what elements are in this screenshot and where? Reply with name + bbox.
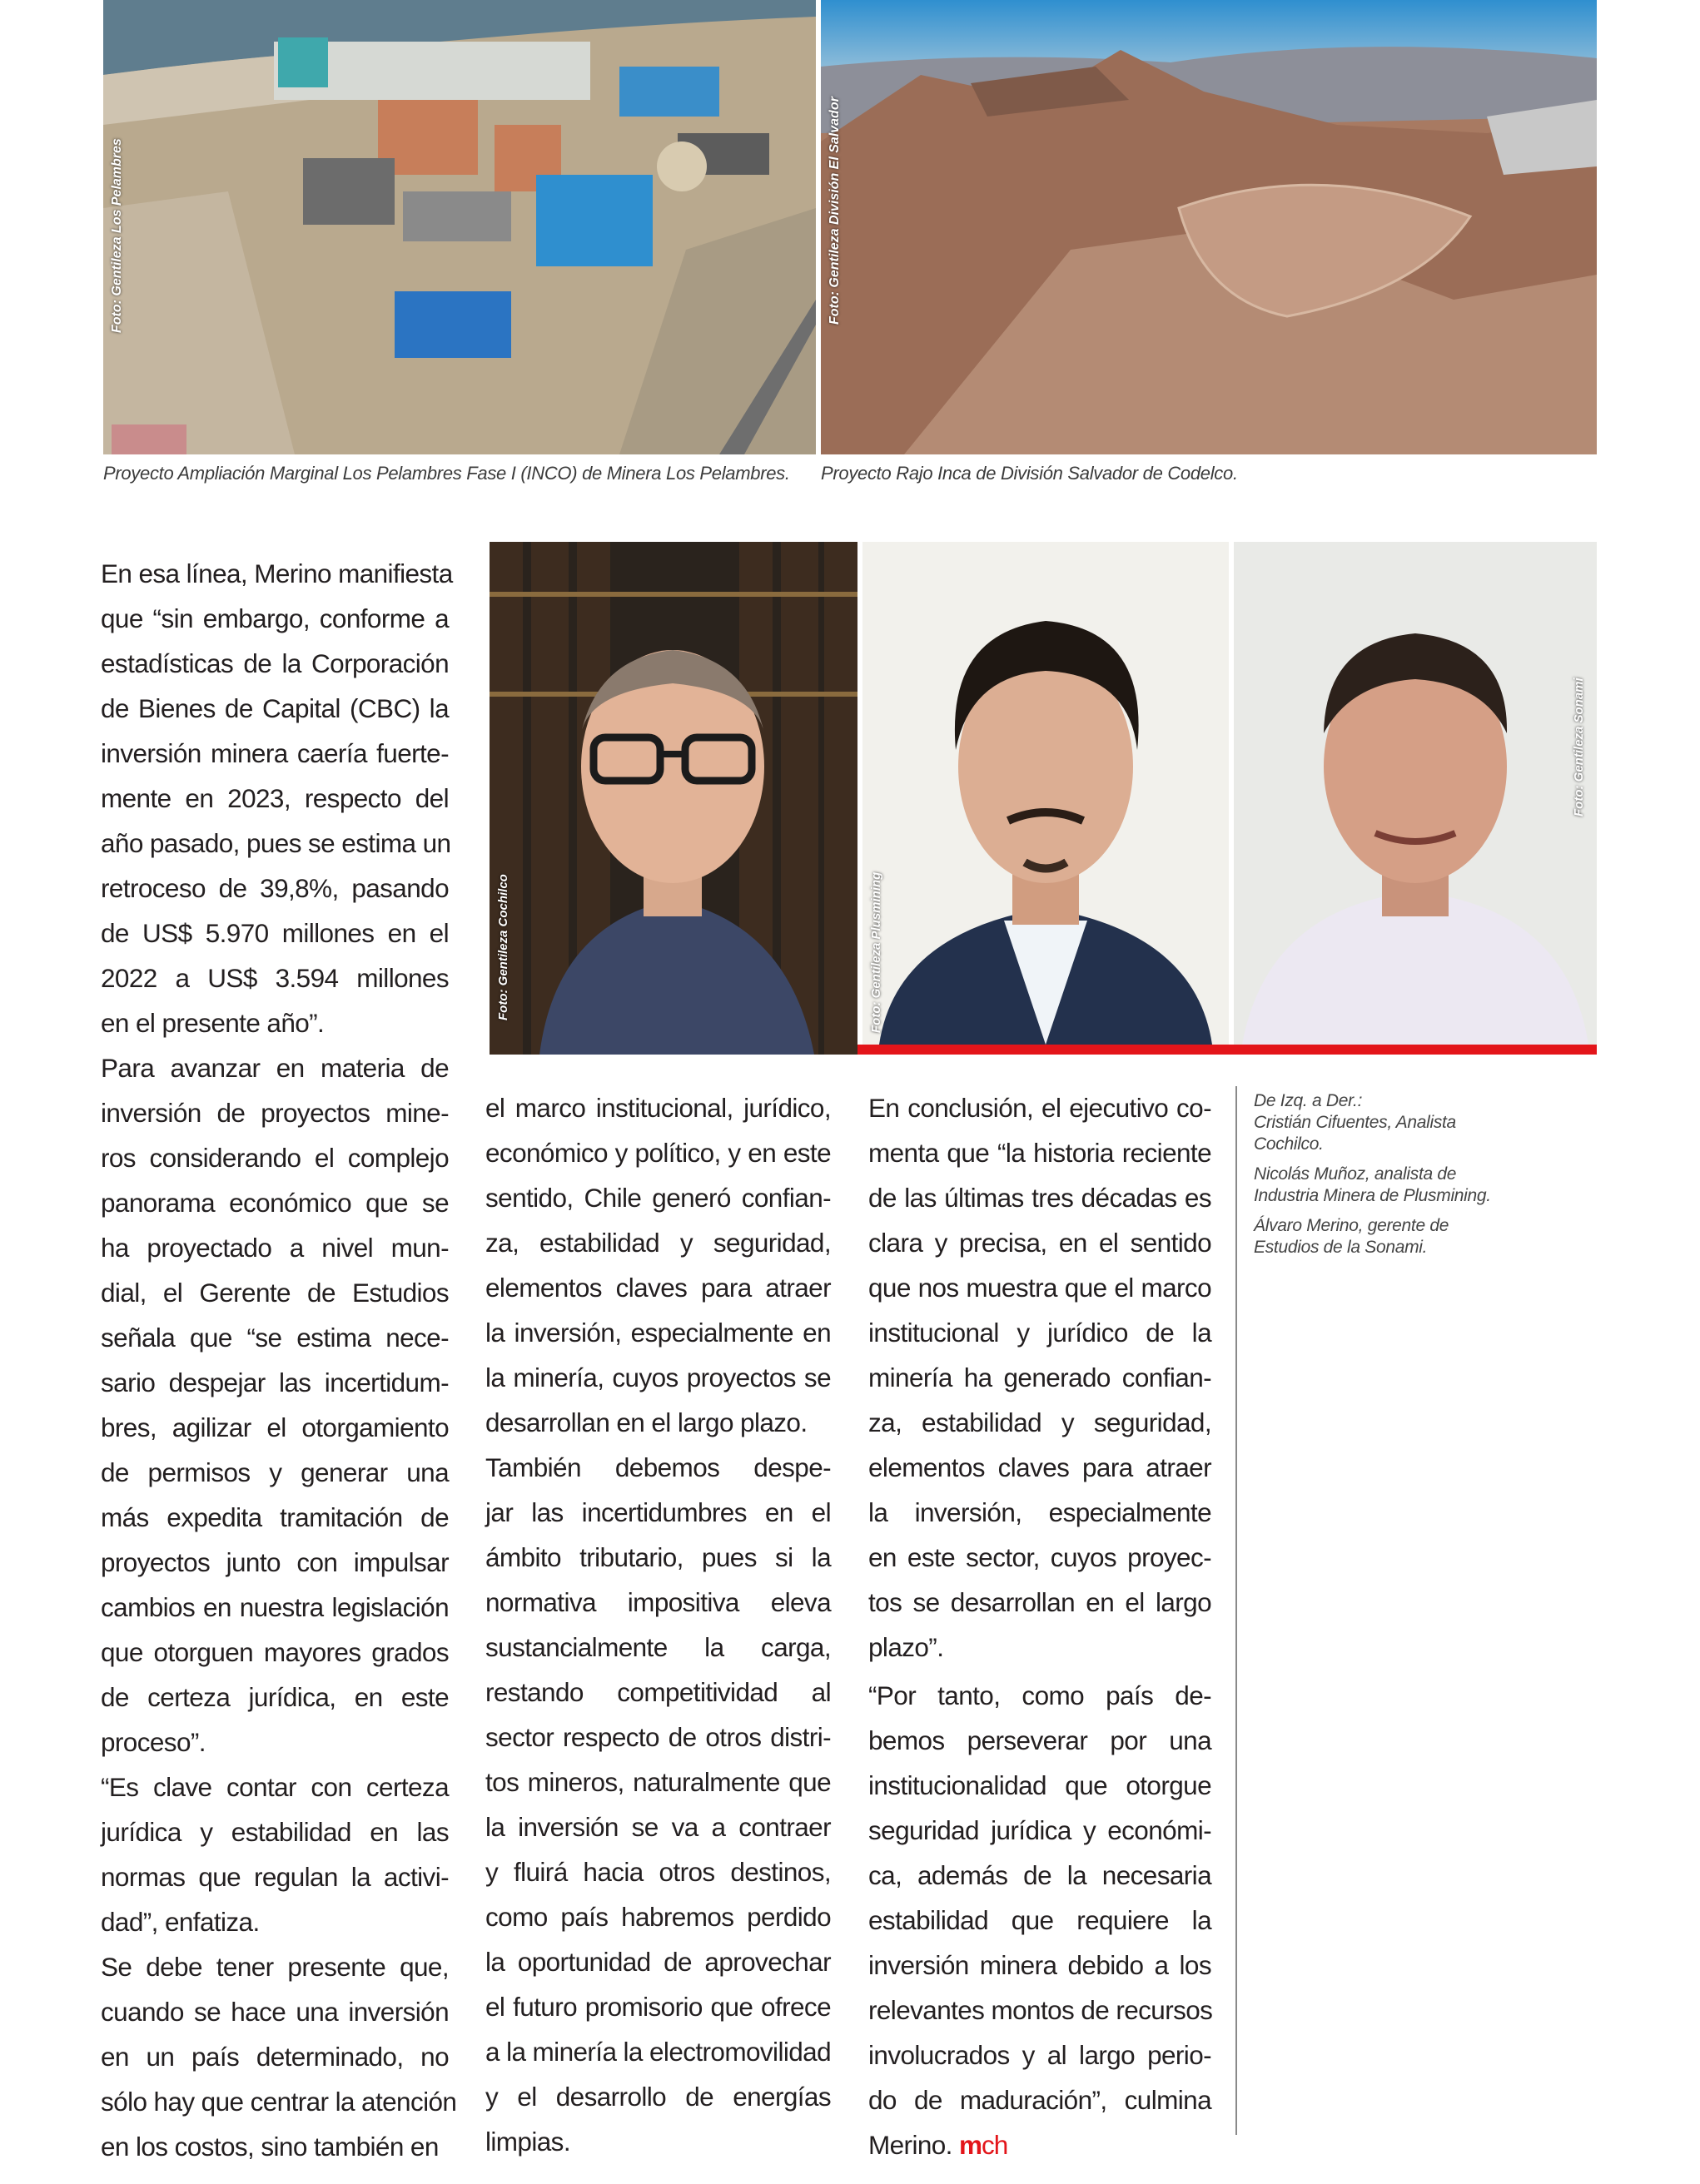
text-line: que “sin embargo, conforme a bbox=[101, 603, 449, 633]
text-line: más expedita tramitación de bbox=[101, 1502, 449, 1532]
text-line: En esa línea, Merino manifiesta bbox=[101, 558, 453, 588]
text-column-1 bbox=[101, 551, 457, 2169]
text-line: “Es clave contar con certeza bbox=[101, 1772, 449, 1802]
text-line: en un país determinado, no bbox=[101, 2042, 449, 2072]
text-line: tos se desarrollan en el largo bbox=[868, 1587, 1211, 1617]
text-line: de Bienes de Capital (CBC) la bbox=[101, 693, 449, 723]
text-line: normativa impositiva eleva bbox=[485, 1587, 831, 1617]
text-line: za, estabilidad y seguridad, bbox=[868, 1407, 1211, 1437]
text-line: ha proyectado a nivel mun- bbox=[101, 1233, 449, 1263]
text-line: sustancialmente la carga, bbox=[485, 1632, 831, 1662]
photo-credit: Foto: Gentileza Los Pelambres bbox=[110, 138, 124, 333]
text-column-2 bbox=[485, 1085, 831, 2164]
text-line: que nos muestra que el marco bbox=[868, 1273, 1211, 1303]
text-line: bres, agilizar el otorgamiento bbox=[101, 1412, 449, 1442]
text-line: relevantes montos de recursos bbox=[868, 1995, 1213, 2025]
caption-alvaro: Álvaro Merino, gerente de Estudios de la Sonami. bbox=[1254, 1216, 1449, 1257]
text-line: año pasado, pues se estima un bbox=[101, 828, 451, 858]
text-line: y el desarrollo de energías bbox=[485, 2082, 831, 2112]
text-line: ámbito tributario, pues si la bbox=[485, 1542, 831, 1572]
text-line: de las últimas tres décadas es bbox=[868, 1183, 1211, 1213]
text-line: za, estabilidad y seguridad, bbox=[485, 1228, 831, 1258]
photo-los-pelambres bbox=[103, 0, 816, 454]
text-line: institucional y jurídico de la bbox=[868, 1318, 1211, 1348]
text-line: la oportunidad de aprovechar bbox=[485, 1947, 831, 1977]
text-line: en el presente año”. bbox=[101, 1008, 325, 1038]
photo-rajo-inca bbox=[821, 0, 1597, 454]
text-line: y fluirá hacia otros destinos, bbox=[485, 1857, 831, 1887]
text-line: cambios en nuestra legislación bbox=[101, 1592, 449, 1622]
text-line: bemos perseverar por una bbox=[868, 1725, 1211, 1755]
text-line: jurídica y estabilidad en las bbox=[101, 1817, 449, 1847]
logo-ch: ch bbox=[982, 2130, 1008, 2160]
text-line: de permisos y generar una bbox=[101, 1457, 449, 1487]
text-line: sentido, Chile generó confian- bbox=[485, 1183, 831, 1213]
text-line: que otorguen mayores grados bbox=[101, 1637, 449, 1667]
text-line: señala que “se estima nece- bbox=[101, 1323, 449, 1353]
logo-m: m bbox=[959, 2130, 982, 2160]
text-line: mente en 2023, respecto del bbox=[101, 783, 449, 813]
text-line: en este sector, cuyos proyec- bbox=[868, 1542, 1211, 1572]
mch-logo bbox=[959, 2130, 1007, 2160]
text-line: el futuro promisorio que ofrece bbox=[485, 1992, 831, 2022]
text-line: la minería, cuyos proyectos se bbox=[485, 1363, 831, 1392]
text-line: estadísticas de la Corporación bbox=[101, 648, 449, 678]
text-line: restando competitividad al bbox=[485, 1677, 831, 1707]
portrait-cristian-cifuentes bbox=[490, 542, 857, 1055]
sidebar-divider bbox=[1235, 1086, 1237, 2135]
text-line: También debemos despe- bbox=[485, 1452, 831, 1482]
caption-intro: De Izq. a Der.: bbox=[1254, 1091, 1363, 1110]
text-line: como país habremos perdido bbox=[485, 1902, 831, 1932]
text-line: ca, además de la necesaria bbox=[868, 1860, 1211, 1890]
text-line: la inversión, especialmente bbox=[868, 1497, 1211, 1527]
text-line: el marco institucional, jurídico, bbox=[485, 1093, 831, 1123]
text-line: jar las incertidumbres en el bbox=[485, 1497, 831, 1527]
text-line: sector respecto de otros distri- bbox=[485, 1722, 831, 1752]
text-line: estabilidad que requiere la bbox=[868, 1905, 1211, 1935]
text-line: 2022 a US$ 3.594 millones bbox=[101, 963, 449, 993]
text-line: inversión minera debido a los bbox=[868, 1950, 1211, 1980]
photo-credit: Foto: Gentileza Plusmining bbox=[869, 871, 883, 1033]
text-line: plazo”. bbox=[868, 1632, 944, 1662]
text-line: tos mineros, naturalmente que bbox=[485, 1767, 831, 1797]
text-line: involucrados y al largo perio- bbox=[868, 2040, 1211, 2070]
text-line: a la minería la electromovilidad bbox=[485, 2037, 832, 2067]
text-line bbox=[868, 2122, 1211, 2167]
text-line: Para avanzar en materia de bbox=[101, 1053, 449, 1083]
text-line: retroceso de 39,8%, pasando bbox=[101, 873, 449, 903]
text-line: de certeza jurídica, en este bbox=[101, 1682, 449, 1712]
photo-credit: Foto: Gentileza Cochilco bbox=[496, 874, 510, 1020]
text-line: menta que “la historia reciente bbox=[868, 1138, 1211, 1168]
text-line: cuando se hace una inversión bbox=[101, 1997, 449, 2027]
text-line: minería ha generado confian- bbox=[868, 1363, 1211, 1392]
text-line: inversión de proyectos mine- bbox=[101, 1098, 449, 1128]
text-line: proceso”. bbox=[101, 1727, 206, 1757]
text-line: “Por tanto, como país de- bbox=[868, 1680, 1211, 1710]
red-accent-bar bbox=[857, 1045, 1597, 1055]
text-line: clara y precisa, en el sentido bbox=[868, 1228, 1211, 1258]
text-line: ros considerando el complejo bbox=[101, 1143, 449, 1173]
text-line: dial, el Gerente de Estudios bbox=[101, 1278, 449, 1308]
text-line: proyectos junto con impulsar bbox=[101, 1547, 449, 1577]
photo-credit: Foto: Gentileza Sonami bbox=[1572, 678, 1586, 817]
text-line: En conclusión, el ejecutivo co- bbox=[868, 1093, 1211, 1123]
portrait-nicolas-munoz bbox=[862, 542, 1229, 1045]
text-column-3 bbox=[868, 1085, 1211, 2167]
text-line: dad”, enfatiza. bbox=[101, 1907, 260, 1937]
text-line: seguridad jurídica y económi- bbox=[868, 1815, 1211, 1845]
text-line: institucionalidad que otorgue bbox=[868, 1770, 1211, 1800]
text-line: do de maduración”, culmina bbox=[868, 2085, 1211, 2115]
text-line: la inversión se va a contraer bbox=[485, 1812, 831, 1842]
text-line: elementos claves para atraer bbox=[485, 1273, 831, 1303]
portrait-alvaro-merino bbox=[1234, 542, 1597, 1045]
caption-nicolas: Nicolás Muñoz, analista de Industria Minera de Plusmining. bbox=[1254, 1164, 1491, 1205]
text-line: desarrollan en el largo plazo. bbox=[485, 1407, 808, 1437]
photo-caption-left: Proyecto Ampliación Marginal Los Pelambres Fase I (INCO) de Minera Los Pelambres. bbox=[103, 463, 790, 484]
portrait-caption bbox=[1254, 1090, 1504, 1267]
photo-caption-right: Proyecto Rajo Inca de División Salvador de Codelco. bbox=[821, 463, 1238, 484]
closing-word: Merino. bbox=[868, 2130, 959, 2160]
text-line: elementos claves para atraer bbox=[868, 1452, 1211, 1482]
text-line: limpias. bbox=[485, 2127, 570, 2157]
text-line: inversión minera caería fuerte- bbox=[101, 738, 449, 768]
text-line: normas que regulan la activi- bbox=[101, 1862, 449, 1892]
text-line: panorama económico que se bbox=[101, 1188, 449, 1218]
text-line: económico y político, y en este bbox=[485, 1138, 831, 1168]
text-line: Se debe tener presente que, bbox=[101, 1952, 449, 1982]
text-line: la inversión, especialmente en bbox=[485, 1318, 831, 1348]
photo-credit: Foto: Gentileza División El Salvador bbox=[828, 97, 842, 325]
caption-cristian: Cristián Cifuentes, Analista Cochilco. bbox=[1254, 1113, 1456, 1154]
text-line: de US$ 5.970 millones en el bbox=[101, 918, 449, 948]
text-line: sario despejar las incertidum- bbox=[101, 1367, 449, 1397]
text-line: sólo hay que centrar la atención bbox=[101, 2087, 457, 2117]
text-line: en los costos, sino también en bbox=[101, 2132, 439, 2162]
